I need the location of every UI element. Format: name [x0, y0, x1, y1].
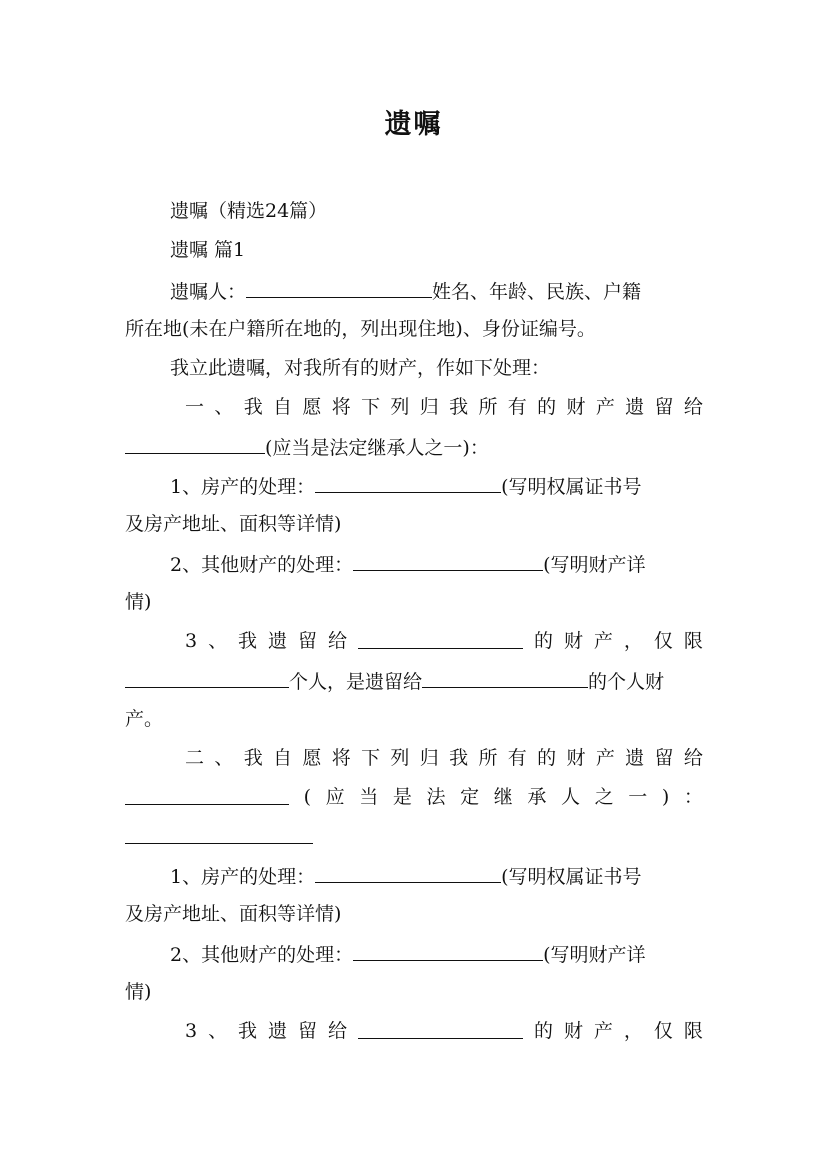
heir-char: 一	[628, 786, 648, 808]
part-two-char: 愿	[302, 747, 322, 769]
testator-label: 遗嘱人：	[170, 281, 247, 303]
item-note: (写明财产详	[543, 554, 646, 576]
heir-char: ：	[683, 786, 703, 808]
heir-name-blank[interactable]	[125, 786, 289, 805]
item-label: 2、其他财产的处理：	[170, 944, 354, 966]
item3-char: 的	[533, 1020, 553, 1042]
item3-end: 的个人财	[588, 671, 665, 693]
item-label: 2、其他财产的处理：	[170, 554, 354, 576]
item3-char: 仅	[653, 1020, 673, 1042]
part-one-heading	[185, 396, 703, 418]
item3-char: 遗	[268, 1020, 288, 1042]
intro-text: 我立此遗嘱，对我所有的财产，作如下处理：	[170, 357, 551, 379]
part-two-extra-line	[125, 825, 703, 849]
item-label: 1、房产的处理：	[170, 866, 316, 888]
item3-char: 我	[238, 630, 258, 652]
extra-blank[interactable]	[125, 825, 313, 844]
p2-item1-cont: 及房产地址、面积等详情)	[125, 903, 342, 925]
p1-item3-tail: 产。	[125, 708, 164, 730]
heir-name-blank[interactable]	[125, 435, 265, 454]
recipient-blank[interactable]	[358, 630, 523, 649]
p2-item2-line	[170, 942, 703, 966]
document-title: 遗嘱	[384, 109, 443, 140]
part-two-char: 财	[566, 747, 586, 769]
part-two-char: 给	[683, 747, 703, 769]
part-two-char: 二	[185, 747, 205, 769]
part-one-char: 我	[243, 396, 263, 418]
item3-char: 限	[683, 630, 703, 652]
item3-char: 给	[328, 1020, 348, 1042]
part-one-char: 列	[390, 396, 410, 418]
part-two-char: 的	[537, 747, 557, 769]
heir-char: 人	[561, 786, 581, 808]
p2-item2-cont: 情)	[125, 981, 152, 1003]
part-two-char: 留	[654, 747, 674, 769]
part-two-heir-line	[125, 786, 703, 808]
heir-char: 应	[325, 786, 345, 808]
item-note: (写明权属证书号	[501, 476, 642, 498]
heir-char: 之	[594, 786, 614, 808]
other-property-blank[interactable]	[353, 552, 543, 571]
p2-item1-line	[170, 864, 703, 888]
part-two-char: 自	[273, 747, 293, 769]
part-two-char: 、	[214, 747, 234, 769]
heir-char: (	[303, 786, 312, 808]
heir-char: 法	[426, 786, 446, 808]
part-two-char: 产	[595, 747, 615, 769]
part-one-char: 下	[361, 396, 381, 418]
part-one-char: 我	[449, 396, 469, 418]
p1-item2-line	[170, 552, 703, 576]
part-two-char: 我	[243, 747, 263, 769]
heir-char: 继	[493, 786, 513, 808]
item3-char: 3	[185, 630, 198, 652]
item3-char: 、	[208, 630, 228, 652]
part-one-char: 将	[331, 396, 351, 418]
part-one-char: 、	[214, 396, 234, 418]
part-two-char: 遗	[625, 747, 645, 769]
limit-blank[interactable]	[125, 669, 289, 688]
part-two-heading	[185, 747, 703, 769]
part-two-char: 有	[507, 747, 527, 769]
item-label: 1、房产的处理：	[170, 476, 316, 498]
item3-char: 、	[208, 1020, 228, 1042]
part-one-char: 给	[683, 396, 703, 418]
heir-note: (应当是法定继承人之一)：	[265, 437, 489, 459]
item-note: (写明权属证书号	[501, 866, 642, 888]
part-one-char: 所	[478, 396, 498, 418]
heir-char: )	[661, 786, 670, 808]
subtitle: 遗嘱（精选24篇）	[170, 200, 328, 222]
part-one-char: 财	[566, 396, 586, 418]
item3-char: 我	[238, 1020, 258, 1042]
property-blank[interactable]	[315, 474, 501, 493]
heir-char: 是	[392, 786, 412, 808]
testator-line	[170, 279, 703, 303]
part-one-char: 自	[273, 396, 293, 418]
item3-mid: 个人，是遗留给	[289, 671, 423, 693]
part-two-char: 所	[478, 747, 498, 769]
other-property-blank[interactable]	[353, 942, 543, 961]
p1-item3-line	[185, 630, 703, 652]
part-two-char: 归	[419, 747, 439, 769]
part-one-char: 产	[595, 396, 615, 418]
testator-note: 姓名、年龄、民族、户籍	[432, 281, 642, 303]
item3-char: 产	[593, 630, 613, 652]
item3-char: 给	[328, 630, 348, 652]
part-two-char: 我	[449, 747, 469, 769]
recipient-blank[interactable]	[358, 1020, 523, 1039]
part-one-char: 留	[654, 396, 674, 418]
part-one-char: 的	[537, 396, 557, 418]
part-one-char: 归	[419, 396, 439, 418]
heir-char: 定	[460, 786, 480, 808]
item3-char: 仅	[653, 630, 673, 652]
p1-item1-cont: 及房产地址、面积等详情)	[125, 513, 342, 535]
part-two-char: 将	[331, 747, 351, 769]
part-two-char: 列	[390, 747, 410, 769]
part-one-char: 一	[185, 396, 205, 418]
part-one-char: 有	[507, 396, 527, 418]
p1-item3-cont	[125, 669, 703, 693]
part-two-char: 下	[361, 747, 381, 769]
testator-note-cont: 所在地(未在户籍所在地的，列出现住地)、身份证编号。	[125, 318, 596, 340]
item3-char: 留	[298, 1020, 318, 1042]
item3-char: 3	[185, 1020, 198, 1042]
testator-name-blank[interactable]	[246, 279, 432, 298]
p1-item1-line	[170, 474, 703, 498]
section-heading: 遗嘱 篇1	[170, 239, 246, 261]
part-one-char: 愿	[302, 396, 322, 418]
part-one-char: 遗	[625, 396, 645, 418]
p1-item2-cont: 情)	[125, 591, 152, 613]
p2-item3-line	[185, 1020, 703, 1042]
item3-char: 留	[298, 630, 318, 652]
item3-char: 财	[563, 630, 583, 652]
item3-char: 产	[593, 1020, 613, 1042]
part-one-heir-line	[125, 435, 703, 459]
property-blank[interactable]	[315, 864, 501, 883]
heir-char: 承	[527, 786, 547, 808]
item3-char: 的	[533, 630, 553, 652]
item-note: (写明财产详	[543, 944, 646, 966]
item3-char: ，	[623, 630, 643, 652]
heir-char: 当	[359, 786, 379, 808]
item3-char: 财	[563, 1020, 583, 1042]
item3-char: 遗	[268, 630, 288, 652]
item3-char: 限	[683, 1020, 703, 1042]
item3-char: ，	[623, 1020, 643, 1042]
personal-blank[interactable]	[422, 669, 588, 688]
